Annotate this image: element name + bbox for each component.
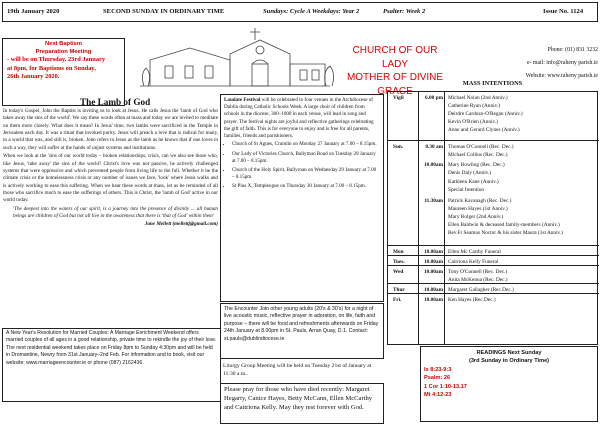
encounter-text: The Encounter Join other young adults (20's & 30's) for a night of live acoustic music, reflective prayer in adoration, on life, faith and purpose – there will be food and refreshments afterwards on Friday 24th January at 8.00pm in St. Pauls, Arran Quay, D.1. Contact: st.pauls@dublindiocese.ie (224, 306, 379, 342)
liturgy-notice: Liturgy Group Meeting will be held on Tuesday 21st of January at 11:30 a.m.. (223, 363, 372, 378)
church-illustration (130, 24, 340, 92)
intention-name: Ellen Mc Carthy Funeral (448, 249, 501, 256)
baptism-title-2: Preparation Meeting (35, 48, 92, 55)
encounter-notice (220, 303, 384, 359)
intention-name: Special Intention (448, 186, 485, 193)
mass-day: Fri. (393, 297, 402, 304)
laudate-festival-notice (220, 94, 384, 302)
laudate-title: Laudate Festival (224, 97, 261, 103)
mass-day: Vigil (393, 95, 404, 101)
lamb-paragraph-1: In today's Gospel, John the Baptist is inviting us to look at Jesus. He calls Jesus the 'lamb of God who takes away the sins of the world'. We say these words often at mass and today we are invited to meditate on them more closely. What does it mean? In Jesus' time, two lambs were sacrificed in the Temple in Jerusalem each day. It was a ritual that invoked purity. Jesus will preach a love that is radical for many, in a world that was, and still is, broken. John refers to Jesus as the lamb as he knows that if one loves in such a way, they will suffer at the hands of unjust systems and institutions. (3, 108, 218, 151)
marriage-resolution-notice (2, 328, 221, 402)
reading-ref: Is 8:23-9:3 (424, 366, 452, 373)
mass-time: 10.00am (424, 297, 443, 304)
laudate-venue: • Church of the Holy Spirit, Ballyroan on Wednesday 29 January at 7.00 – 8.15pm. (232, 167, 380, 181)
mass-intentions-heading: MASS INTENTIONS (462, 80, 523, 87)
mass-names (448, 197, 596, 237)
lamb-paragraph-2: When we look at the 'sins of our world today – broken relationships, crisis, can we also see those who, like Jesus, 'take away' the sins of the world? Christ's love was not passive, he actively challenged systems that were oppressive and which prevented people from living life to the full. Whether it be the climate crisis or the homelessness crisis or any number of issues we face, 'look' where Jesus walks and is actively working to ease this suffering. When we hear these words at mass, let us be reminded of all those who sacrifice much to ease the sufferings of others. This is Christ, the 'lamb of God' active in our world today. (3, 153, 218, 204)
mass-intention-row (388, 194, 599, 248)
intention-name: Thomas O'Connell (Rec. Dec.) (448, 144, 514, 151)
mass-time: 11.30am (424, 197, 443, 204)
church-name-line-1: CHURCH OF OUR LADY (352, 45, 438, 70)
intention-name: Ken Hayes (Rec.Dec.) (448, 297, 496, 304)
intention-name: Mary Bolger (2nd Anniv.) (448, 213, 504, 220)
intention-name: Kathleen Kane (Anniv.) (448, 178, 499, 185)
header-psalter: Psalter: Week 2 (383, 8, 426, 15)
church-name-line-2: MOTHER OF DIVINE GRACE (346, 72, 444, 97)
mass-day: Sun. (393, 144, 404, 151)
mass-intention-row (388, 94, 599, 134)
intention-name: Deirdre Cardozo-O'Regan (Anniv.) (448, 111, 523, 118)
mass-time: 10.00am (424, 269, 443, 276)
mass-intention-row (388, 158, 599, 196)
lamb-quote: 'The deepest into the waters of our spirit, is a journey into the presence of divinity ... all human beings are children of God but not all live in the awareness that there is 'that of God' within them' (13, 205, 218, 220)
header-issue: Issue No. 1124 (543, 8, 584, 15)
intention-name: Denis Daly (Anniv.) (448, 170, 492, 177)
intention-name: Anne and Gerard Clynes (Anniv.) (448, 127, 520, 134)
mass-day: Tues. (393, 259, 405, 266)
reading-ref: 1 Cor 1:10-13,17 (424, 383, 467, 390)
mass-time: 10.00am (424, 287, 443, 294)
mass-day: Wed (393, 269, 404, 276)
intention-name: Michael Nolan (2nd Anniv.) (448, 95, 508, 101)
resolution-text: A New Year's Resolution for Married Couples: A Marriage Enrichment Weekend offers married couples of all ages in a good relationship, private time to rekindle the joy of their love. The next residential weekend takes place on Friday 8pm to Sunday 4:30pm and will be held in Dromantine, Newry from 31st January–2nd Feb. For information and to book, visit our website: www.marriageencounter.ie or phone (087) 2162436. (6, 330, 217, 366)
mass-time: 10.00am (424, 249, 443, 256)
contact-website[interactable]: Website: www.raheny parish.ie (525, 73, 598, 80)
baptism-line-1: - will be on Thursday, 23rd January (7, 56, 106, 64)
intention-name: Ellen Baldwin & deceased family-members (Anniv.) (448, 221, 560, 228)
mass-names (448, 296, 596, 304)
mass-intention-row (388, 293, 599, 306)
baptism-notice (2, 38, 125, 106)
intention-name: Catherine Ryan (Anniv.) (448, 103, 500, 110)
intention-name: Mary Bowling (Rec. Dec.) (448, 162, 505, 169)
mass-names (448, 143, 596, 159)
contact-phone: Phone: (01) 831 3232 (547, 47, 598, 53)
intention-name: Maureen Hayes (1st Anniv.) (448, 205, 508, 212)
laudate-venue: • Our Lady of Victories Church, Ballymun Road on Tuesday 28 January at 7.00 – 8.15pm. (232, 151, 380, 165)
mass-intentions-table (387, 91, 598, 345)
lamb-signature: Jane Mellett (mellettj@gmail.com) (144, 221, 218, 228)
reading-ref: Mt 4:12-23 (424, 391, 452, 398)
contact-email[interactable]: e- mail: info@raheny parish.ie (526, 60, 598, 67)
reading-ref: Psalm: 26 (424, 375, 451, 382)
mass-time: 6.00 pm (425, 95, 443, 101)
readings-box (420, 346, 598, 422)
laudate-venue: • St Pius X, Templeogue on Thursday 30 January at 7.00 – 8.15pm. (232, 183, 380, 190)
baptism-line-3: 26th January 2020. (7, 73, 60, 81)
mass-names (448, 268, 596, 284)
intention-name: Anita McKenna (Rec. Dec.) (448, 277, 508, 284)
intention-name: Caitriona Kelly Funeral (448, 259, 499, 266)
laudate-venue-list (224, 141, 380, 190)
intention-name: Rev.Fr Seamus Noctor & his sister Maura (1st Anniv.) (448, 229, 563, 236)
mass-time: 10.00am (424, 162, 443, 169)
header-title: SECOND SUNDAY IN ORDINARY TIME (103, 8, 225, 15)
church-drawing-icon (130, 24, 340, 92)
header-date: 19th January 2020 (7, 8, 60, 15)
baptism-title-1: Next Baptism (44, 41, 83, 47)
intention-name: Margaret Gallagher (Rec.Dec.) (448, 287, 514, 294)
baptism-line-2: at 8pm, for Baptisms on Sunday, (7, 64, 96, 72)
lamb-of-god-article (3, 108, 218, 316)
prayer-notice: Please pray for those who have died recently: Margaret Hegarty, Canice Hayes, Betty McCann, Ellen McCarthy and Caitriona Kelly. May they rest forever with God. (220, 383, 384, 424)
intention-name: Tony O'Connell (Rec. Dec.) (448, 269, 508, 276)
contact-info (460, 44, 598, 83)
mass-day: Mon (393, 249, 404, 256)
mass-day: Thur (393, 287, 405, 294)
mass-names (448, 161, 596, 193)
readings-title: READINGS Next Sunday (476, 350, 542, 356)
mass-time: 10.00am (424, 259, 443, 266)
mass-names (448, 94, 596, 134)
header-cycle: Sundays: Cycle A Weekdays: Year 2 (263, 8, 360, 15)
readings-subtitle: (3rd Sunday in Ordinary Time) (468, 358, 550, 365)
intention-name: Patrick Kavanagh (Rec. Dec.) (448, 197, 512, 204)
newsletter-header (2, 2, 598, 22)
mass-time: 8.30 am (425, 144, 443, 151)
intention-name: Michael Collins (Rec. Dec.) (448, 152, 508, 159)
lamb-of-god-heading: The Lamb of God (80, 97, 151, 107)
laudate-venue: • Church of St Agnes, Crumlin on Monday 27 January at 7.00 – 8.15pm. (232, 141, 380, 148)
intention-name: Kevin O'Brien (Anniv.) (448, 119, 498, 126)
laudate-intro: will be celebrated in four venues in the Archdiocese of Dublin during Catholic Schools Week. A large choir of children from schools in the diocese, 300–1000 in each venue, will lead in song and prayer. The festival nights are joyful and reflective gatherings celebrating the gift of faith. This is for everyone to enjoy and is free for all parents, families, friends and parishioners. (224, 97, 374, 140)
